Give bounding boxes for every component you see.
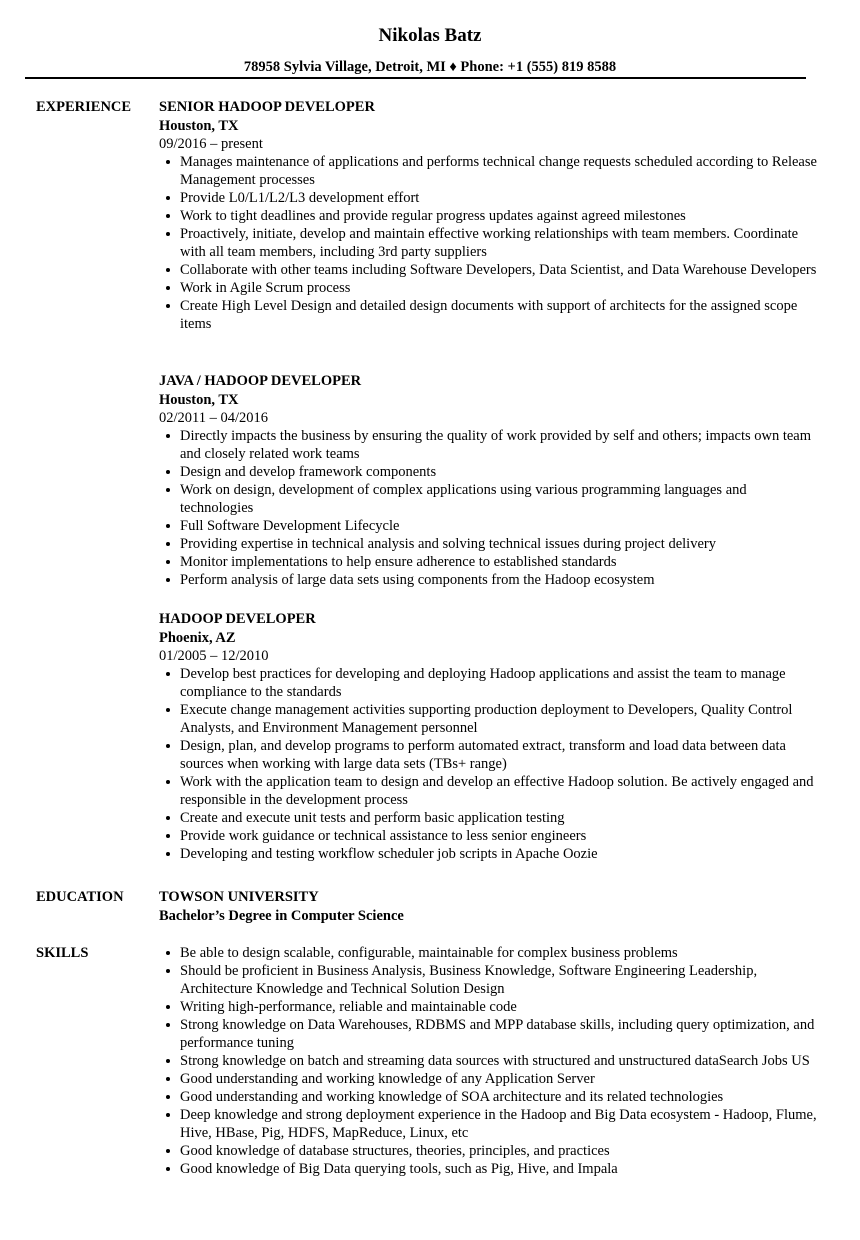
job-location: Houston, TX <box>159 118 239 134</box>
contact-line: 78958 Sylvia Village, Detroit, MI ♦ Phone: +1 (555) 819 8588 <box>243 59 617 75</box>
job-location: Houston, TX <box>159 392 239 408</box>
job-title: SENIOR HADOOP DEVELOPER <box>159 99 375 115</box>
list-item: Create High Level Design and detailed design documents with support of architects for the assigned scope items <box>180 297 819 333</box>
list-item: Good understanding and working knowledge of SOA architecture and its related technologies <box>180 1088 819 1106</box>
job-title: JAVA / HADOOP DEVELOPER <box>159 373 362 389</box>
list-item: Provide work guidance or technical assistance to less senior engineers <box>180 827 819 845</box>
job-dates: 01/2005 – 12/2010 <box>159 648 269 664</box>
job-bullets <box>159 153 819 333</box>
list-item: Good knowledge of database structures, theories, principles, and practices <box>180 1142 819 1160</box>
job-dates: 02/2011 – 04/2016 <box>159 410 269 426</box>
section-label-experience: EXPERIENCE <box>36 99 132 115</box>
list-item: Strong knowledge on Data Warehouses, RDBMS and MPP database skills, including query optimization, and performance tuning <box>180 1016 819 1052</box>
list-item: Developing and testing workflow scheduler job scripts in Apache Oozie <box>180 845 819 863</box>
job-bullets <box>159 665 819 863</box>
list-item: Full Software Development Lifecycle <box>180 517 819 535</box>
list-item: Work to tight deadlines and provide regular progress updates against agreed milestones <box>180 207 819 225</box>
list-item: Proactively, initiate, develop and maintain effective working relationships with team members. Coordinate with all team members, including 3rd party suppliers <box>180 225 819 261</box>
job-location: Phoenix, AZ <box>159 630 236 646</box>
candidate-name: Nikolas Batz <box>378 25 482 46</box>
job-bullets <box>159 427 819 589</box>
job-entry <box>159 98 819 333</box>
skills-list-container <box>159 944 819 1178</box>
education-entry <box>159 888 819 925</box>
list-item: Perform analysis of large data sets using components from the Hadoop ecosystem <box>180 571 819 589</box>
list-item: Execute change management activities supporting production deployment to Developers, Quality Control Analysts, and Environment Management personnel <box>180 701 819 737</box>
list-item: Writing high-performance, reliable and maintainable code <box>180 998 819 1016</box>
list-item: Directly impacts the business by ensuring the quality of work provided by self and others; impacts own team and closely related work teams <box>180 427 819 463</box>
list-item: Manages maintenance of applications and performs technical change requests scheduled according to Release Management processes <box>180 153 819 189</box>
job-title: HADOOP DEVELOPER <box>159 611 316 627</box>
school-name: TOWSON UNIVERSITY <box>159 889 319 905</box>
skills-list <box>159 944 819 1178</box>
list-item: Create and execute unit tests and perform basic application testing <box>180 809 819 827</box>
list-item: Work with the application team to design and develop an effective Hadoop solution. Be actively engaged and responsible in the development process <box>180 773 819 809</box>
section-label-skills: SKILLS <box>36 945 89 961</box>
list-item: Deep knowledge and strong deployment experience in the Hadoop and Big Data ecosystem - Hadoop, Flume, Hive, HBase, Pig, HDFS, MapReduce, Linux, etc <box>180 1106 819 1142</box>
list-item: Work in Agile Scrum process <box>180 279 819 297</box>
list-item: Collaborate with other teams including Software Developers, Data Scientist, and Data Warehouse Developers <box>180 261 819 279</box>
job-dates: 09/2016 – present <box>159 136 263 152</box>
job-entry <box>159 610 819 863</box>
list-item: Good knowledge of Big Data querying tools, such as Pig, Hive, and Impala <box>180 1160 819 1178</box>
list-item: Design, plan, and develop programs to perform automated extract, transform and load data between data sources when working with large data sets (TBs+ range) <box>180 737 819 773</box>
list-item: Be able to design scalable, configurable, maintainable for complex business problems <box>180 944 819 962</box>
section-label-education: EDUCATION <box>36 889 124 905</box>
list-item: Monitor implementations to help ensure adherence to established standards <box>180 553 819 571</box>
list-item: Provide L0/L1/L2/L3 development effort <box>180 189 819 207</box>
list-item: Providing expertise in technical analysis and solving technical issues during project delivery <box>180 535 819 553</box>
list-item: Good understanding and working knowledge of any Application Server <box>180 1070 819 1088</box>
list-item: Develop best practices for developing and deploying Hadoop applications and assist the team to manage compliance to the standards <box>180 665 819 701</box>
list-item: Work on design, development of complex applications using various programming languages and technologies <box>180 481 819 517</box>
header-divider <box>25 77 806 79</box>
degree: Bachelor’s Degree in Computer Science <box>159 908 404 924</box>
list-item: Strong knowledge on batch and streaming data sources with structured and unstructured dataSearch Jobs US <box>180 1052 819 1070</box>
list-item: Design and develop framework components <box>180 463 819 481</box>
list-item: Should be proficient in Business Analysis, Business Knowledge, Software Engineering Leadership, Architecture Knowledge and Technical Solution Design <box>180 962 819 998</box>
job-entry <box>159 372 819 589</box>
